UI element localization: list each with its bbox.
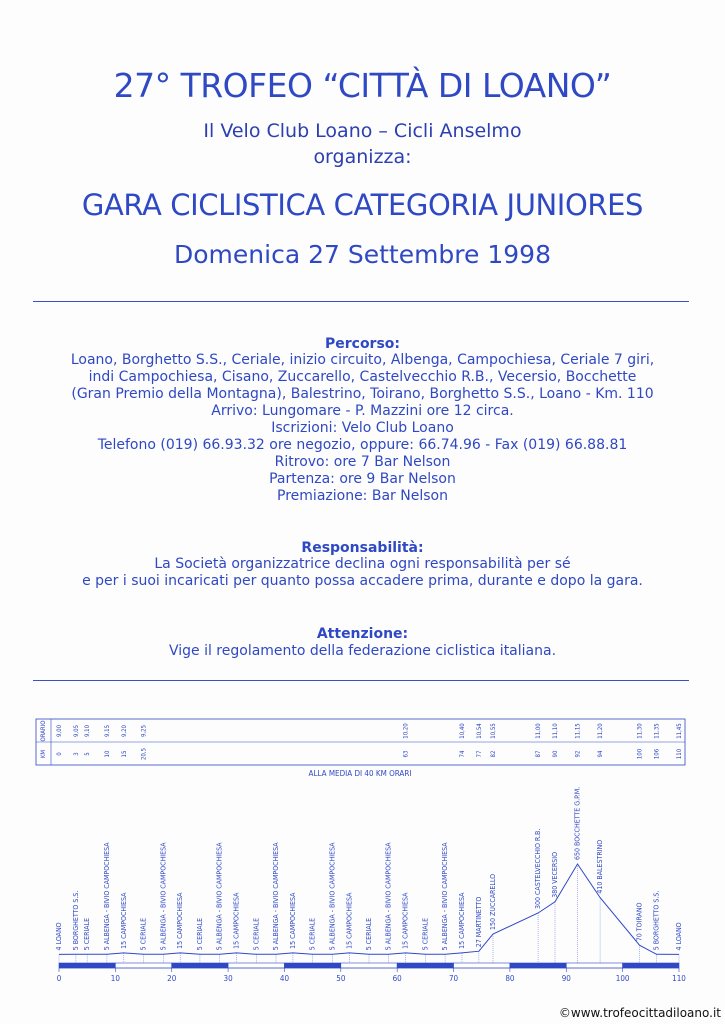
race-date: Domenica 27 Settembre 1998	[174, 240, 551, 269]
scale-segment	[510, 963, 566, 968]
waypoint-label: 5 ALBENGA - BIVIO CAMPOCHIESA	[272, 842, 280, 951]
divider-top	[33, 301, 689, 302]
scale-segment	[566, 963, 622, 968]
responsabilita-line: e per i suoi incaricati per quanto possa accadere prima, durante e dopo la gara.	[82, 573, 643, 589]
schedule-time: 11,30	[636, 723, 644, 739]
responsabilita-line: La Società organizzatrice declina ogni responsabilità per sé	[154, 556, 571, 572]
waypoint-label: 5 CERIALE	[83, 917, 92, 951]
waypoint-label: 5 ALBENGA - BIVIO CAMPOCHIESA	[159, 842, 168, 951]
scale-segment	[59, 963, 115, 968]
organizza-label: organizza:	[313, 146, 412, 168]
waypoint-label: 15 CAMPOCHIESA	[232, 892, 241, 949]
page-title: 27° TROFEO “CITTÀ DI LOANO”	[113, 66, 612, 105]
percorso-line: (Gran Premio della Montagna), Balestrino, Toirano, Borghetto S.S., Loano - Km. 110	[71, 386, 654, 402]
waypoint-label: 150 ZUCCARELLO	[489, 873, 497, 930]
schedule-time: 9,25	[140, 724, 148, 738]
x-tick-label: 80	[505, 974, 515, 983]
attenzione-body	[0, 643, 725, 660]
x-tick-label: 50	[336, 974, 346, 983]
x-tick-label: 60	[392, 974, 402, 983]
waypoint-label: 380 VECERSIO	[551, 851, 559, 898]
schedule-km: 110	[676, 748, 683, 760]
waypoint-label: 5 CERIALE	[195, 917, 204, 951]
schedule-km: 0	[56, 752, 63, 756]
waypoint-label: 15 CAMPOCHIESA	[458, 892, 466, 949]
responsabilita-body	[0, 556, 725, 590]
waypoint-label: 5 ALBENGA - BIVIO CAMPOCHIESA	[215, 842, 224, 951]
waypoint-label: 5 CERIALE	[365, 917, 373, 951]
waypoint-label: 5 CERIALE	[421, 917, 430, 951]
x-tick-label: 20	[167, 974, 177, 983]
scale-segment	[454, 963, 510, 968]
waypoint-label: 15 CAMPOCHIESA	[119, 892, 128, 949]
percorso-heading: Percorso:	[324, 336, 401, 352]
schedule-time: 11,45	[676, 723, 683, 739]
scale-segment	[115, 963, 171, 968]
scale-segment	[284, 963, 340, 968]
schedule-time: 9,00	[56, 724, 63, 738]
schedule-time: 9,15	[103, 724, 111, 738]
waypoint-label: 5 CERIALE	[308, 917, 317, 951]
waypoint-label: 5 ALBENGA - BIVIO CAMPOCHIESA	[102, 842, 111, 951]
schedule-time: 11,20	[597, 723, 605, 739]
schedule-km: 100	[636, 748, 644, 760]
orario-header: ORARIO	[40, 720, 47, 742]
waypoint-label: 410 BALESTRINO	[596, 839, 605, 894]
waypoint-label: 300 CASTELVECCHIO R.B.	[534, 828, 543, 909]
waypoint-label: 5 BORGHETTO S.S.	[652, 890, 661, 951]
waypoint-label: 5 ALBENGA - BIVIO CAMPOCHIESA	[384, 842, 393, 951]
attenzione-heading: Attenzione:	[316, 626, 409, 642]
waypoint-label: 15 CAMPOCHIESA	[345, 892, 354, 949]
attenzione-line: Vige il regolamento della federazione ciclistica italiana.	[168, 643, 557, 659]
schedule-time: 11,00	[535, 723, 543, 739]
scale-segment	[228, 963, 284, 968]
organizer-line: Il Velo Club Loano – Cicli Anselmo	[203, 120, 522, 142]
schedule-km: 3	[72, 752, 80, 756]
waypoint-label: 15 CAMPOCHIESA	[401, 892, 410, 949]
schedule-km: 5	[84, 752, 92, 756]
waypoint-label: 15 CAMPOCHIESA	[288, 892, 297, 949]
percorso-line: Telefono (019) 66.93.32 ore negozio, oppure: 66.74.96 - Fax (019) 66.88.81	[97, 437, 628, 453]
waypoint-label: 5 CERIALE	[252, 917, 261, 951]
scale-segment	[172, 963, 228, 968]
schedule-km: 106	[653, 748, 661, 760]
km-header: KM	[40, 749, 47, 759]
scale-segment	[397, 963, 453, 968]
schedule-km: 74	[459, 750, 466, 758]
race-category: GARA CICLISTICA CATEGORIA JUNIORES	[81, 188, 644, 222]
x-tick-label: 30	[223, 974, 233, 983]
percorso-line: Loano, Borghetto S.S., Ceriale, inizio circuito, Albenga, Campochiesa, Ceriale 7 giri,	[70, 352, 655, 368]
schedule-time: 10,40	[459, 723, 466, 739]
waypoint-label: 27 MARTINETTO	[474, 896, 483, 948]
percorso-line: Premiazione: Bar Nelson	[277, 488, 448, 504]
schedule-km: 77	[475, 750, 483, 758]
waypoint-label: 15 CAMPOCHIESA	[176, 892, 185, 949]
schedule-time: 10,20	[402, 723, 410, 739]
schedule-time: 11,10	[552, 723, 559, 739]
schedule-time: 9,05	[72, 724, 80, 738]
x-tick-label: 110	[672, 974, 686, 983]
scale-segment	[341, 963, 397, 968]
schedule-km: 15	[120, 750, 128, 758]
waypoint-label: 5 BORGHETTO S.S.	[71, 890, 80, 951]
percorso-line: Partenza: ore 9 Bar Nelson	[269, 471, 456, 487]
percorso-line: Arrivo: Lungomare - P. Mazzini ore 12 circa.	[211, 403, 514, 419]
schedule-time: 11,15	[574, 723, 582, 739]
x-tick-label: 100	[615, 974, 630, 983]
schedule-km: 82	[490, 750, 497, 758]
x-tick-label: 70	[448, 974, 459, 983]
x-tick-label: 40	[279, 974, 290, 983]
waypoint-label: 70 TOIRANO	[635, 902, 644, 942]
percorso-body	[0, 352, 725, 505]
schedule-km: 90	[552, 750, 559, 758]
schedule-time: 9,10	[84, 724, 92, 738]
schedule-km: 20,5	[140, 747, 148, 761]
waypoint-label: 650 BOCCHETTE G.P.M.	[573, 786, 582, 860]
divider-bottom	[33, 680, 689, 681]
waypoint-label: 5 ALBENGA - BIVIO CAMPOCHIESA	[328, 842, 337, 951]
schedule-km: 92	[574, 750, 582, 758]
schedule-km: 87	[535, 750, 543, 758]
schedule-time: 10,54	[475, 723, 483, 739]
percorso-line: Ritrovo: ore 7 Bar Nelson	[274, 454, 451, 470]
schedule-km: 10	[103, 750, 111, 758]
x-tick-label: 0	[56, 974, 62, 983]
responsabilita-heading: Responsabilità:	[301, 540, 424, 556]
website-credit: ©www.trofeocittadiloano.it	[558, 1006, 721, 1020]
average-speed-label: ALLA MEDIA DI 40 KM ORARI	[308, 769, 412, 778]
waypoint-label: 5 CERIALE	[139, 917, 148, 951]
x-tick-label: 10	[110, 974, 120, 983]
schedule-time: 9,20	[120, 724, 128, 738]
schedule-time: 11,35	[653, 723, 661, 739]
percorso-line: indi Campochiesa, Cisano, Zuccarello, Castelvecchio R.B., Vecersio, Bocchette	[88, 369, 637, 385]
waypoint-label: 5 ALBENGA - BIVIO CAMPOCHIESA	[441, 842, 450, 951]
waypoint-label: 4 LOANO	[675, 922, 683, 951]
schedule-km: 94	[597, 750, 605, 758]
waypoint-label: 4 LOANO	[55, 922, 63, 951]
race-profile	[0, 705, 725, 995]
percorso-line: Iscrizioni: Velo Club Loano	[271, 420, 454, 436]
x-tick-label: 90	[561, 974, 571, 983]
schedule-km: 63	[402, 750, 410, 758]
scale-segment	[623, 963, 679, 968]
schedule-time: 10,55	[490, 723, 497, 739]
